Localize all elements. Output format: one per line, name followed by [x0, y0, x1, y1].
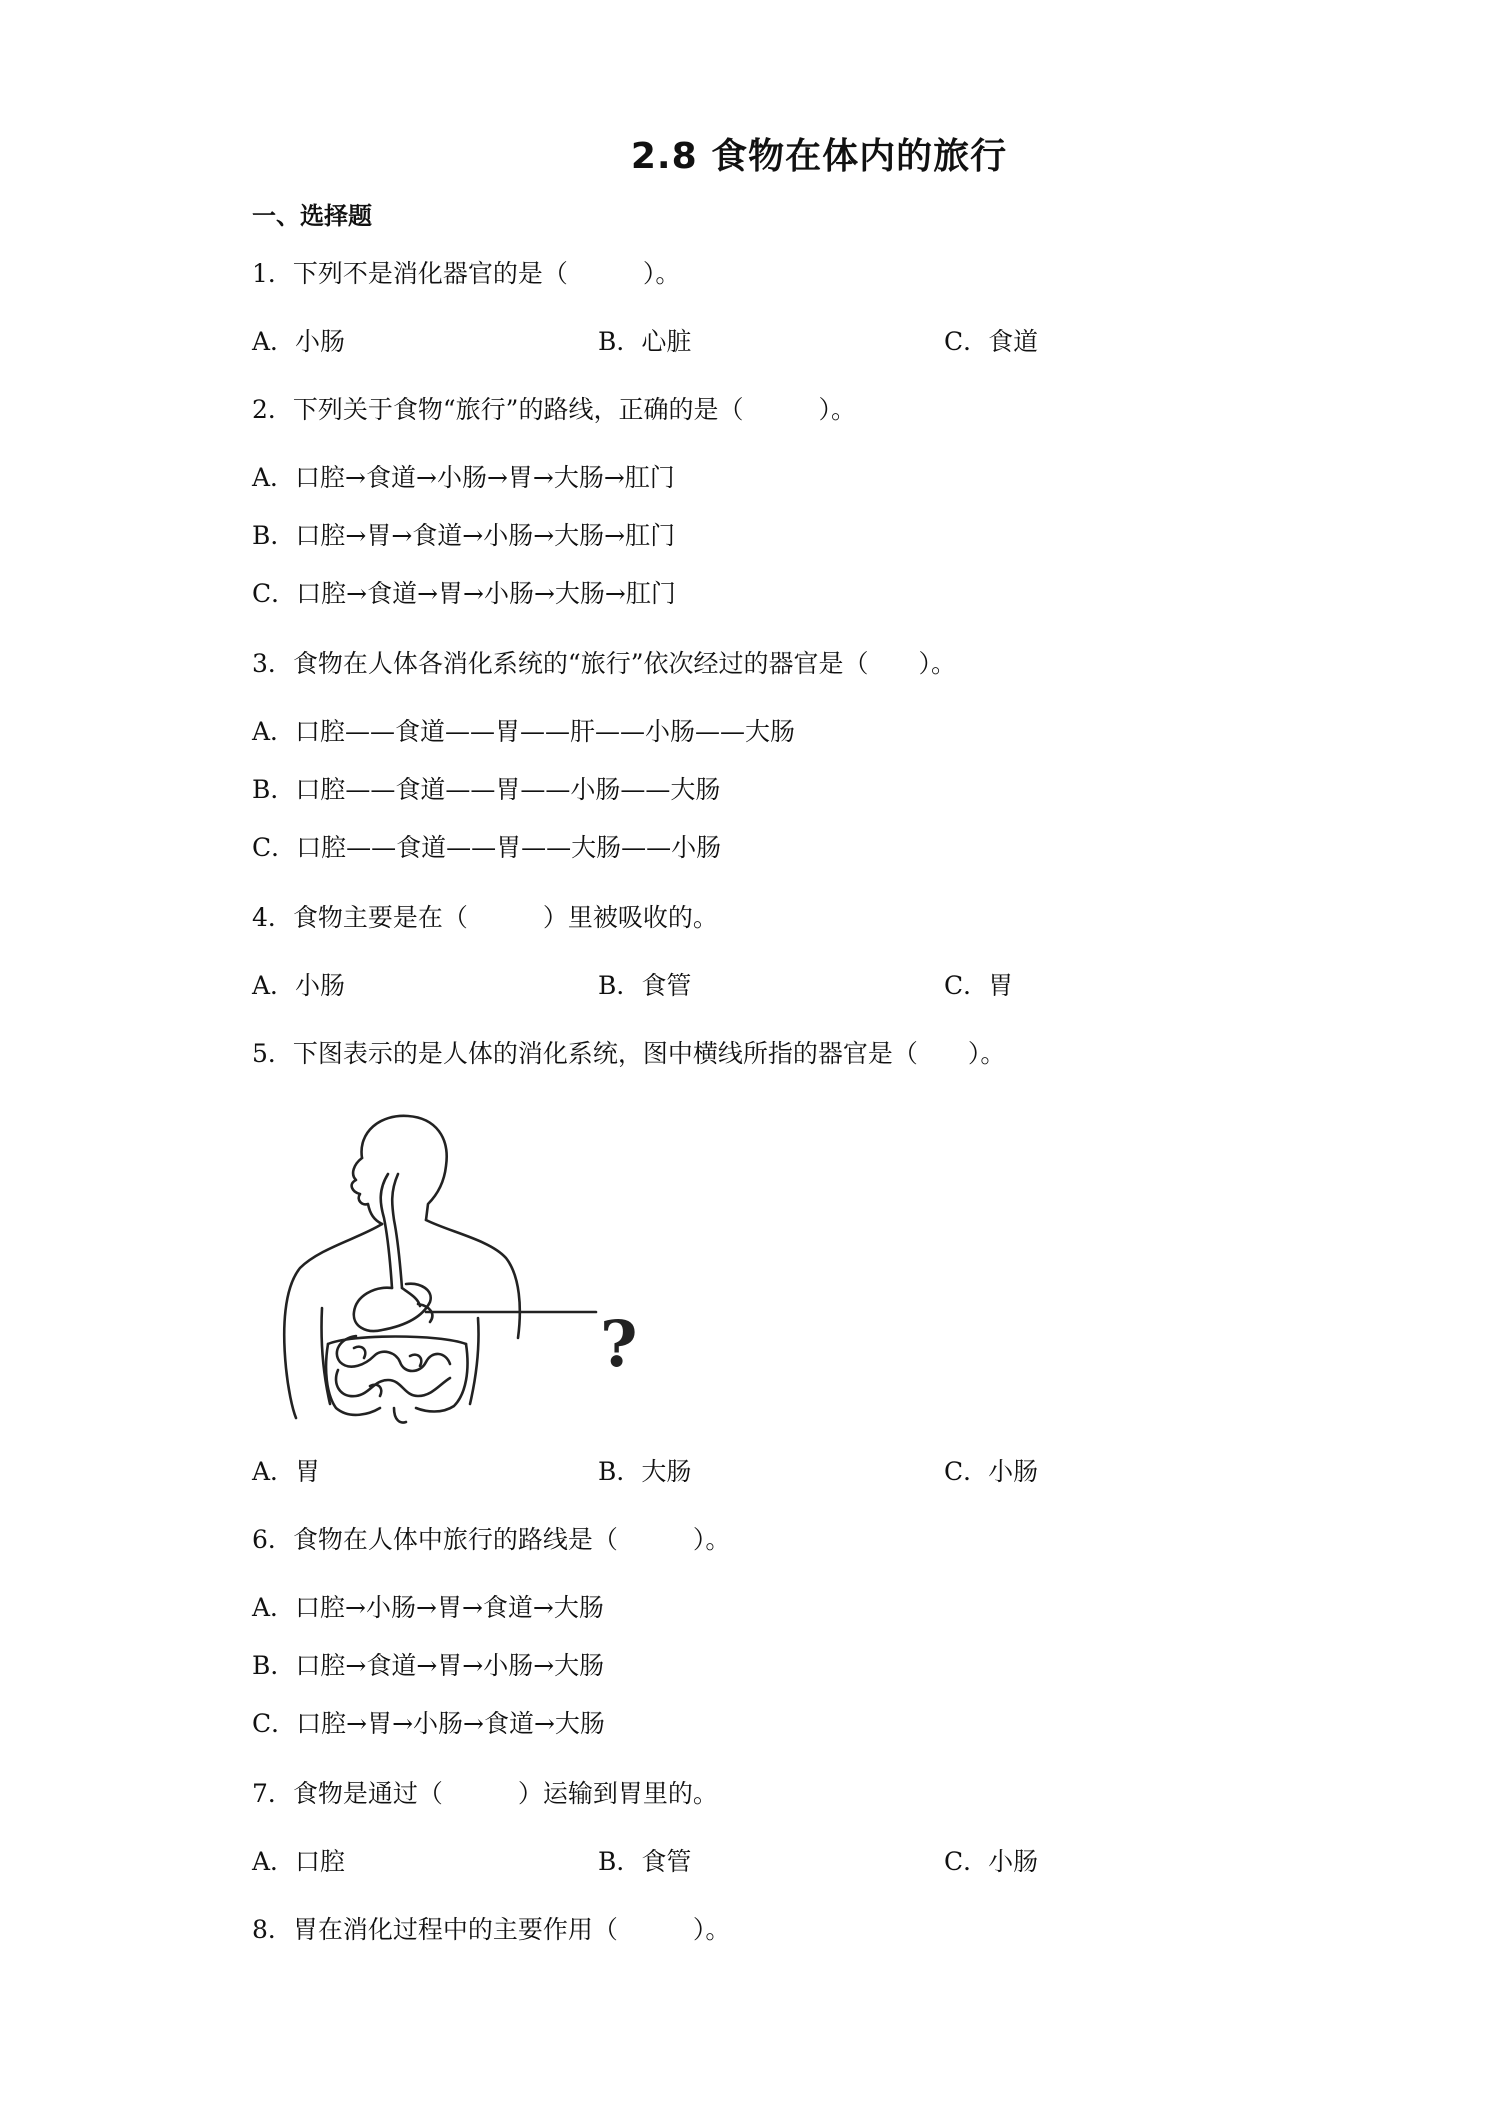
q3-option-b: B．口腔——食道——胃——小肠——大肠	[252, 775, 721, 804]
q7-option-b: B．食管	[598, 1847, 692, 1876]
q1-option-a: A．小肠	[252, 327, 346, 356]
digestive-system-figure	[270, 1108, 650, 1424]
question-2: 2．下列关于食物“旅行”的路线，正确的是（ ）。	[252, 395, 856, 424]
q5-option-a: A．胃	[252, 1457, 321, 1486]
q1-option-b: B．心脏	[598, 327, 692, 356]
question-1: 1．下列不是消化器官的是（ ）。	[252, 259, 681, 288]
q3-option-a: A．口腔——食道——胃——肝——小肠——大肠	[252, 717, 796, 746]
page-title: 2.8 食物在体内的旅行	[630, 136, 1008, 177]
q4-option-a: A．小肠	[252, 971, 346, 1000]
q6-option-b: B．口腔→食道→胃→小肠→大肠	[252, 1651, 605, 1680]
question-7: 7．食物是通过（ ）运输到胃里的。	[252, 1779, 718, 1808]
question-8: 8．胃在消化过程中的主要作用（ ）。	[252, 1915, 731, 1944]
q7-option-c: C．小肠	[944, 1847, 1039, 1876]
q5-option-c: C．小肠	[944, 1457, 1039, 1486]
q2-option-a: A．口腔→食道→小肠→胃→大肠→肛门	[252, 463, 675, 492]
q2-option-b: B．口腔→胃→食道→小肠→大肠→肛门	[252, 521, 676, 550]
q2-option-c: C．口腔→食道→胃→小肠→大肠→肛门	[252, 579, 676, 608]
question-6: 6．食物在人体中旅行的路线是（ ）。	[252, 1525, 731, 1554]
q1-option-c: C．食道	[944, 327, 1039, 356]
q6-option-a: A．口腔→小肠→胃→食道→大肠	[252, 1593, 604, 1622]
q4-option-b: B．食管	[598, 971, 692, 1000]
q6-option-c: C．口腔→胃→小肠→食道→大肠	[252, 1709, 605, 1738]
question-3: 3．食物在人体各消化系统的“旅行”依次经过的器官是（ ）。	[252, 649, 956, 678]
question-5: 5．下图表示的是人体的消化系统，图中横线所指的器官是（ ）。	[252, 1039, 1006, 1068]
q3-option-c: C．口腔——食道——胃——大肠——小肠	[252, 833, 722, 862]
section-heading: 一、选择题	[252, 202, 372, 230]
question-4: 4．食物主要是在（ ）里被吸收的。	[252, 903, 718, 932]
q5-option-b: B．大肠	[598, 1457, 692, 1486]
q7-option-a: A．口腔	[252, 1847, 346, 1876]
q4-option-c: C．胃	[944, 971, 1014, 1000]
question-mark-label: ?	[600, 1307, 638, 1382]
